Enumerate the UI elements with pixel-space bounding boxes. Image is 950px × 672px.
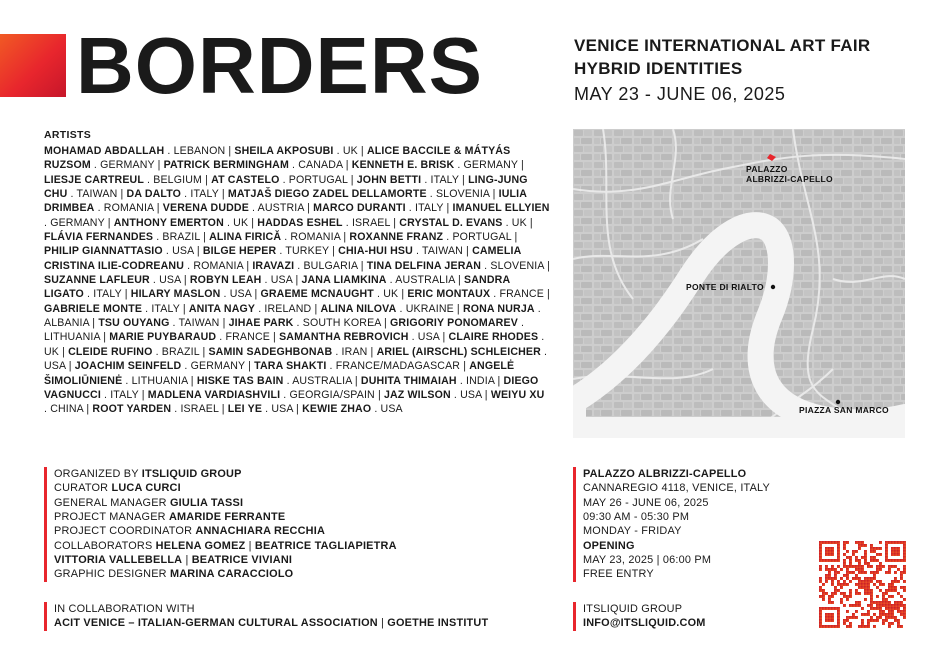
artist-country: AUSTRALIA [292,374,352,387]
artist-name: CAMELIA CRISTINA ILIE-CODREANU [44,245,521,272]
artist-country: PORTUGAL [452,231,512,244]
artist-name: HILARY MASLON [130,288,221,301]
artist-name: ARIEL (AIRSCHL) SCHLEICHER [376,345,541,358]
artist-country: GERMANY [100,159,155,172]
venue-days: MONDAY - FRIDAY [583,525,682,538]
artist-country: CANADA [298,159,343,172]
artist-name: HISKE TAS BAIN [196,374,284,387]
artist-name: DIEGO VAGNUCCI [44,374,539,401]
artist-country: SOUTH KOREA [302,317,381,330]
venue-hours: 09:30 AM - 05:30 PM [583,511,690,524]
artist-country: USA [270,274,293,287]
artist-name: LING-JUNG CHU [44,173,528,201]
opening-datetime: MAY 23, 2025 | 06:00 PM [583,554,712,567]
artist-name: SANDRA LIGATO [44,274,510,301]
artist-country: TAIWAN [178,317,220,330]
artist-name: ALICE BACCILE & MÁTYÁS RUZSOM [44,145,511,172]
contact-section [573,602,706,631]
artist-country: ISRAEL [351,216,391,229]
credit-collaborators-cont: VITTORIA VALLEBELLA | BEATRICE VIVIANI [54,554,293,567]
artist-country: USA [172,245,194,258]
artist-country: ITALY [93,288,122,301]
artist-country: TAIWAN [76,188,118,201]
collaboration-label: IN COLLABORATION WITH [54,603,195,615]
credit-graphic-designer: GRAPHIC DESIGNER MARINA CARACCIOLO [54,568,294,581]
artist-country: ROMANIA [290,231,341,244]
artist-name: MOHAMAD ABDALLAH [44,145,165,157]
artist-country: ALBANIA [44,317,90,330]
artist-name: JIHAE PARK [228,317,294,330]
map-label-san-marco: PIAZZA SAN MARCO [799,405,889,415]
artist-name: MADLENA VARDIASHVILI [147,388,281,401]
artist-name: LIESJE CARTREUL [44,173,144,186]
artist-name: DUHITA THIMAIAH [360,374,457,387]
artist-name: GRIGORIY PONOMAREV [390,317,518,330]
artist-country: ITALY [110,388,139,401]
artist-country: TAIWAN [422,245,463,258]
venue-address: CANNAREGIO 4118, VENICE, ITALY [583,482,770,495]
credit-general-manager: GENERAL MANAGER GIULIA TASSI [54,496,244,509]
artist-country: UKRAINE [405,302,454,315]
artist-name: FLÁVIA FERNANDES [44,231,154,244]
artist-country: BELGIUM [153,173,202,186]
artist-name: ALINA NILOVA [320,302,397,315]
artist-country: USA [229,288,252,301]
artist-country: ROMANIA [193,259,244,272]
venue-section [573,467,770,582]
artist-name: ANTHONY EMERTON [113,216,224,229]
event-name-line-2: HYBRID IDENTITIES [574,59,743,78]
artist-country: GERMANY [50,216,105,229]
artist-name: HADDAS ESHEL [257,216,343,229]
artist-country: IRAN [341,345,368,358]
artist-country: GEORGIA/SPAIN [289,388,375,401]
artist-name: ROBYN LEAH [189,274,262,287]
artist-name: ROOT YARDEN [92,403,172,416]
exhibition-title: BORDERS [76,21,484,110]
artist-name: ROXANNE FRANZ [349,231,444,244]
artist-country: BRAZIL [162,231,201,244]
venue-name: PALAZZO ALBRIZZI-CAPELLO [583,468,747,480]
artist-name: IMANUEL ELLYIEN [452,202,550,215]
artist-name: GRAEME MCNAUGHT [260,288,374,301]
map-label-rialto: PONTE DI RIALTO [686,282,764,292]
artist-name: VERENA DUDDE [162,202,249,215]
artist-name: CLEIDE RUFINO [68,345,153,358]
artist-name: JAZ WILSON [383,388,451,401]
artist-name: SUZANNE LAFLEUR [44,274,150,287]
artist-country: GERMANY [463,159,518,172]
credits-section [44,467,397,582]
artist-country: ITALY [151,302,180,315]
artist-name: JOHN BETTI [356,173,422,186]
artist-country: BULGARIA [303,259,358,272]
artist-country: SLOVENIA [490,259,544,272]
artist-country: AUSTRALIA [395,274,455,287]
artist-name: TINA DELFINA JERAN [366,259,482,272]
entry-info: FREE ENTRY [583,568,654,581]
contact-org: ITSLIQUID GROUP [583,603,683,615]
artist-country: INDIA [466,374,495,387]
artist-country: USA [460,388,482,401]
artist-name: PHILIP GIANNATTASIO [44,245,163,258]
artists-list: MOHAMAD ABDALLAH . LEBANON | SHEILA AKPOSUBI . UK | ALICE BACCILE & MÁTYÁS RUZSOM . GERMANY | PATRICK BERMINGHAM . CANADA | KENNETH E. BRISK . GERMANY | LIESJE CARTREUL . BELGIUM | AT CASTELO . PORTUGAL | JOHN BETTI . ITALY | LING-JUNG CHU . TAIWAN | DA DALTO . ITALY | MATJAŠ DIEGO ZADEL DELLAMORTE . SLOVENIA | IULIA DRIMBEA . ROMANIA | VERENA DUDDE . AUSTRIA | MARCO DURANTI . ITALY | IMANUEL ELLYIEN . GERMANY | ANTHONY EMERTON . UK | HADDAS ESHEL . ISRAEL | CRYSTAL D. EVANS . UK | FLÁVIA FERNANDES . BRAZIL | ALINA FIRICĂ . ROMANIA | ROXANNE FRANZ . PORTUGAL | PHILIP GIANNATTASIO . USA | BILGE HEPER . TURKEY | CHIA-HUI HSU . TAIWAN | CAMELIA CRISTINA ILIE-CODREANU . ROMANIA | IRAVAZI . BULGARIA | TINA DELFINA JERAN . SLOVENIA | SUZANNE LAFLEUR . USA | ROBYN LEAH . USA | JANA LIAMKINA . AUSTRALIA | SANDRA LIGATO . ITALY | HILARY MASLON . USA | GRAEME MCNAUGHT . UK | ERIC MONTAUX . FRANCE | GABRIELE MONTE . ITALY | ANITA NAGY . IRELAND | ALINA NILOVA . UKRAINE | RONA NURJA . ALBANIA | TSU OUYANG . TAIWAN | JIHAE PARK . SOUTH KOREA | GRIGORIY PONOMAREV . LITHUANIA | MARIE PUYBARAUD . FRANCE | SAMANTHA REBROVICH . USA | CLAIRE RHODES . UK | CLEIDE RUFINO . BRAZIL | SAMIN SADEGHBONAB . IRAN | ARIEL (AIRSCHL) SCHLEICHER . USA | JOACHIM SEINFELD . GERMANY | TARA SHAKTI . FRANCE/MADAGASCAR | ANGELĖ ŠIMOLIŪNIENĖ . LITHUANIA | HISKE TAS BAIN . AUSTRALIA | DUHITA THIMAIAH . INDIA | DIEGO VAGNUCCI . ITALY | MADLENA VARDIASHVILI . GEORGIA/SPAIN | JAZ WILSON . USA | WEIYU XU . CHINA | ROOT YARDEN . ISRAEL | LEI YE . USA | KEWIE ZHAO . USA [44,145,550,416]
artist-name: IRAVAZI [252,259,295,272]
artist-name: MARCO DURANTI [313,202,406,215]
artist-country: UK [233,216,249,229]
artist-country: AUSTRIA [257,202,305,215]
artist-name: PATRICK BERMINGHAM [163,159,289,172]
artist-country: UK [511,216,527,229]
artist-country: USA [159,274,181,287]
artist-name: ERIC MONTAUX [407,288,491,301]
artists-section [44,128,550,417]
artist-country: LITHUANIA [131,374,188,387]
collaboration-partners: ACIT VENICE – ITALIAN-GERMAN CULTURAL ASSOCIATION | GOETHE INSTITUT [54,617,489,630]
credit-collaborators: COLLABORATORS HELENA GOMEZ | BEATRICE TAGLIAPIETRA [54,539,397,552]
artist-country: ITALY [190,188,219,201]
artist-name: CLAIRE RHODES [448,331,539,344]
artist-name: KEWIE ZHAO [302,403,372,416]
venue-dates: MAY 26 - JUNE 06, 2025 [583,496,709,509]
venice-map [573,129,905,438]
artist-name: MARIE PUYBARAUD [109,331,217,344]
artist-name: JOACHIM SEINFELD [74,360,182,373]
artist-country: LITHUANIA [44,331,101,344]
artist-name: SAMIN SADEGHBONAB [208,345,333,358]
artist-country: USA [44,360,66,373]
artist-country: FRANCE [225,331,270,344]
credit-curator: CURATOR LUCA CURCI [54,482,181,495]
artist-country: TURKEY [285,245,330,258]
artist-name: MATJAŠ DIEGO ZADEL DELLAMORTE [227,188,427,201]
artist-country: USA [417,331,440,344]
artist-name: SHEILA AKPOSUBI [234,145,334,157]
artist-name: LEI YE [227,403,263,416]
event-name-line-1: VENICE INTERNATIONAL ART FAIR [574,36,871,55]
artist-name: ANITA NAGY [188,302,256,315]
artist-name: IULIA DRIMBEA [44,188,527,215]
artist-name: KENNETH E. BRISK [351,159,455,172]
artist-country: ROMANIA [103,202,154,215]
qr-code[interactable] [819,541,906,628]
artist-name: ALINA FIRICĂ [209,231,282,244]
credit-organized: ORGANIZED BY ITSLIQUID GROUP [54,468,242,480]
artist-name: GABRIELE MONTE [44,302,143,315]
artist-country: IRELAND [264,302,312,315]
artist-country: BRAZIL [161,345,200,358]
opening-label: OPENING [583,539,635,552]
artist-name: DA DALTO [126,188,182,201]
artist-country: ITALY [415,202,444,215]
artist-name: CRYSTAL D. EVANS [399,216,503,229]
artist-name: CHIA-HUI HSU [338,245,413,258]
artist-country: USA [380,403,403,416]
artist-name: JANA LIAMKINA [301,274,387,287]
artist-country: GERMANY [190,360,246,373]
event-info [574,34,870,107]
artist-country: UK [342,145,358,157]
artist-country: ISRAEL [180,403,219,416]
artist-country: CHINA [50,403,84,416]
artist-country: LEBANON [173,145,226,157]
artist-name: TARA SHAKTI [254,360,327,373]
artist-name: RONA NURJA [462,302,535,315]
artist-country: USA [271,403,293,416]
artist-country: UK [383,288,399,301]
map-label-palazzo: PALAZZO ALBRIZZI-CAPELLO [746,164,833,184]
credit-project-manager: PROJECT MANAGER AMARIDE FERRANTE [54,511,286,524]
artist-country: UK [44,345,60,358]
credit-project-coordinator: PROJECT COORDINATOR ANNACHIARA RECCHIA [54,525,326,538]
artist-name: WEIYU XU [490,388,545,401]
artist-country: ITALY [430,173,459,186]
artist-country: FRANCE [499,288,544,301]
artist-name: TSU OUYANG [98,317,170,330]
artist-country: PORTUGAL [288,173,348,186]
brand-color-block [0,34,66,97]
artist-country: SLOVENIA [435,188,490,201]
collaboration-section [44,602,488,631]
contact-email[interactable]: INFO@ITSLIQUID.COM [583,617,706,630]
artist-name: ANGELĖ ŠIMOLIŪNIENĖ [44,360,515,387]
artists-heading: ARTISTS [44,129,92,141]
artist-name: SAMANTHA REBROVICH [279,331,409,344]
artist-country: FRANCE/MADAGASCAR [335,360,461,373]
artist-name: BILGE HEPER [202,245,277,258]
artist-name: AT CASTELO [211,173,280,186]
event-dates: MAY 23 - JUNE 06, 2025 [574,84,786,104]
